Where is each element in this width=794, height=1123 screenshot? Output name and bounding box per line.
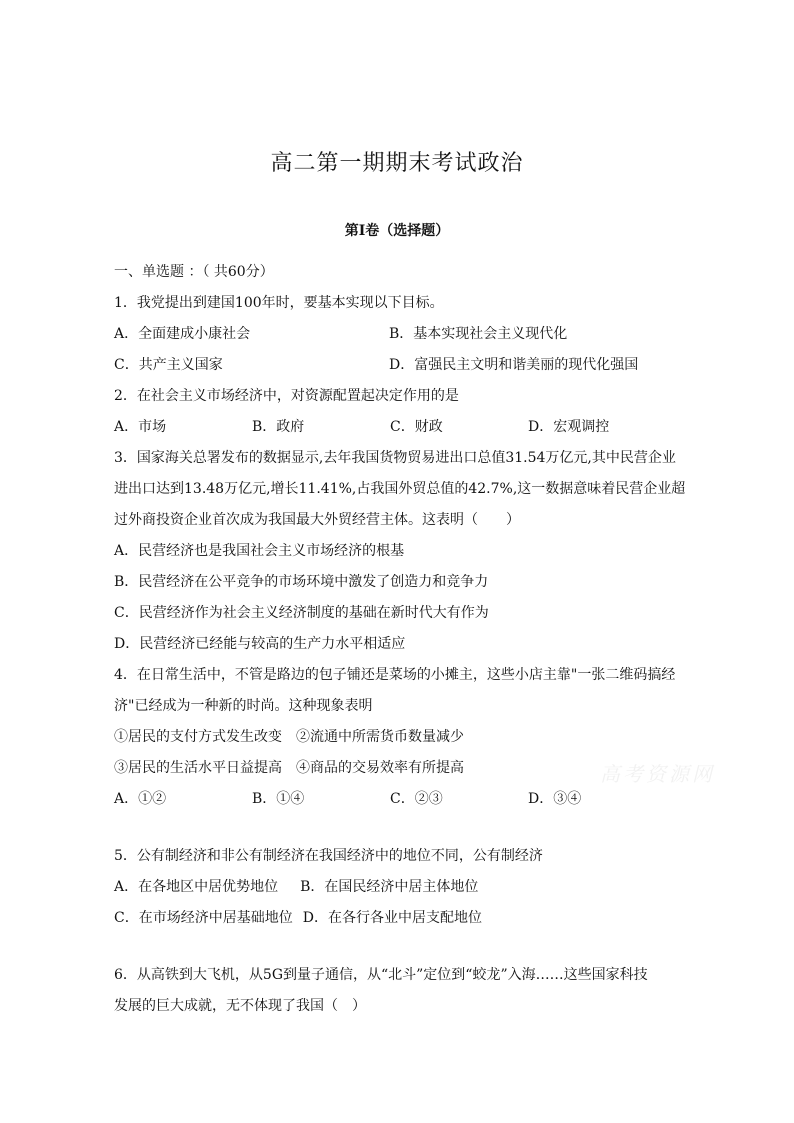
q5-options-row2 bbox=[114, 908, 684, 939]
q4-option-a: A．①② bbox=[114, 791, 167, 807]
page-title: 高二第一期期末考试政治 bbox=[270, 151, 524, 176]
q4-stem-line1: 4．在日常生活中，不管是路边的包子铺还是菜场的小摊主，这些小店主靠"一张二维码搞经 bbox=[114, 667, 676, 683]
q1-options-row2 bbox=[114, 355, 684, 386]
q3-option-c: C．民营经济作为社会主义经济制度的基础在新时代大有作为 bbox=[114, 605, 489, 621]
q5-options-row1 bbox=[114, 877, 684, 908]
questions-content bbox=[114, 262, 684, 1027]
spacer bbox=[114, 820, 684, 846]
q2-option-c: C．财政 bbox=[390, 419, 443, 435]
q6-stem-line1: 6．从高铁到大飞机，从5G到量子通信，从“北斗”定位到“蛟龙”入海……这些国家科技 bbox=[114, 967, 648, 983]
q2-option-b: B．政府 bbox=[252, 419, 305, 435]
q4-statements-1-2: ①居民的支付方式发生改变 ②流通中所需货币数量减少 bbox=[114, 729, 464, 745]
q2-options bbox=[114, 417, 684, 448]
q3-stem-line1: 3．国家海关总署发布的数据显示,去年我国货物贸易进出口总值31.54万亿元,其中民营企业 bbox=[114, 450, 676, 466]
q2-stem: 2．在社会主义市场经济中，对资源配置起决定作用的是 bbox=[114, 388, 459, 404]
q3-option-b: B．民营经济在公平竞争的市场环境中激发了创造力和竞争力 bbox=[114, 574, 489, 590]
q1-option-a: A．全面建成小康社会 bbox=[114, 326, 251, 342]
watermark: 高考资源网 bbox=[600, 762, 715, 786]
q2-option-a: A．市场 bbox=[114, 419, 167, 435]
q3-stem-line3: 过外商投资企业首次成为我国最大外贸经营主体。这表明（ ） bbox=[114, 512, 520, 528]
q1-option-b: B．基本实现社会主义现代化 bbox=[389, 326, 568, 342]
q1-options-row1 bbox=[114, 324, 684, 355]
q4-stem-line2: 济"已经成为一种新的时尚。这种现象表明 bbox=[114, 698, 373, 714]
q5-option-a: A．在各地区中居优势地位 bbox=[114, 879, 279, 895]
q1-stem: 1．我党提出到建国100年时，要基本实现以下目标。 bbox=[114, 295, 444, 311]
q1-option-c: C．共产主义国家 bbox=[114, 357, 223, 373]
spacer bbox=[114, 939, 684, 965]
q6-stem-line2: 发展的巨大成就，无不体现了我国（ ） bbox=[114, 998, 366, 1014]
q1-option-d: D．富强民主文明和谐美丽的现代化强国 bbox=[389, 357, 639, 373]
q5-stem: 5．公有制经济和非公有制经济在我国经济中的地位不同，公有制经济 bbox=[114, 848, 543, 864]
q4-options bbox=[114, 789, 684, 820]
q3-option-a: A．民营经济也是我国社会主义市场经济的根基 bbox=[114, 543, 405, 559]
q3-option-d: D．民营经济已经能与较高的生产力水平相适应 bbox=[114, 636, 406, 652]
q4-statements-3-4: ③居民的生活水平日益提高 ④商品的交易效率有所提高 bbox=[114, 760, 464, 776]
q2-option-d: D．宏观调控 bbox=[528, 419, 610, 435]
q5-option-c: C．在市场经济中居基础地位 bbox=[114, 910, 293, 926]
q5-option-d: D．在各行各业中居支配地位 bbox=[302, 910, 482, 926]
part-heading: 一、单选题 ：（ 共60分） bbox=[114, 264, 274, 280]
q4-option-d: D．③④ bbox=[528, 791, 582, 807]
q4-option-b: B．①④ bbox=[252, 791, 305, 807]
q5-option-b: B．在国民经济中居主体地位 bbox=[300, 879, 479, 895]
section-title: 第I卷（选择题） bbox=[344, 223, 450, 239]
q4-option-c: C．②③ bbox=[390, 791, 443, 807]
q3-stem-line2: 进出口达到13.48万亿元,增长11.41%,占我国外贸总值的42.7%,这一数据意味着民营企业超 bbox=[114, 481, 686, 497]
